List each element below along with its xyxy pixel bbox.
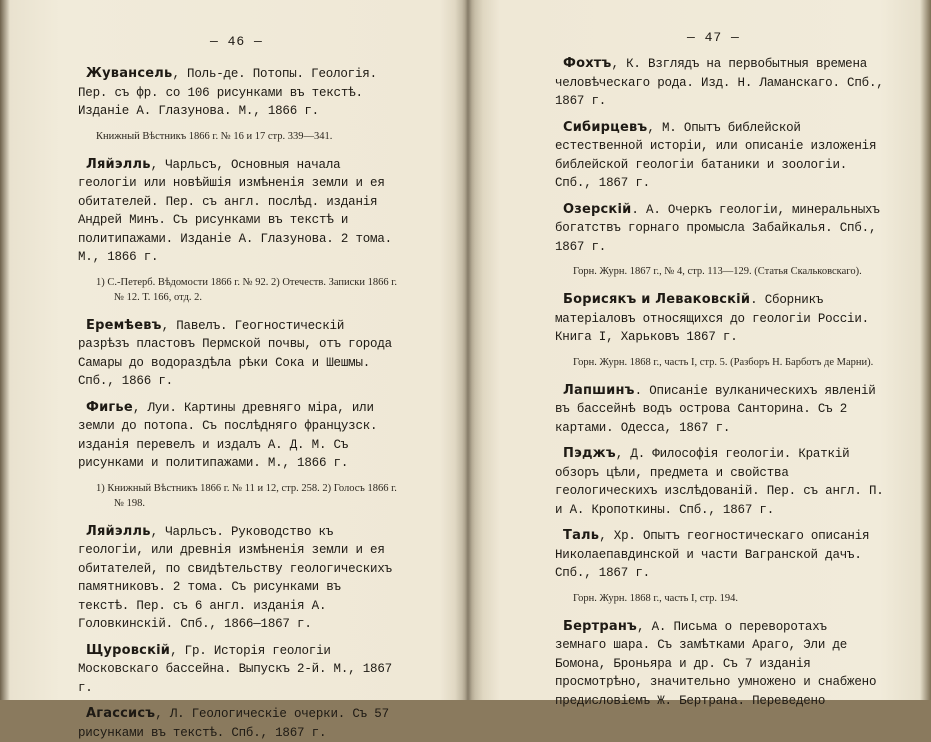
bibliography-entry	[555, 119, 885, 193]
entry-author: Озерскій	[563, 201, 632, 217]
entry-author: Бертранъ	[563, 618, 637, 634]
entry-author: Пэджъ	[563, 446, 616, 461]
entry-author: Еремѣевъ	[86, 317, 162, 333]
entry-author: Таль	[563, 528, 600, 543]
entry-text: , М. Опытъ библейской естественной исторіи, или описаніе изложенія библейской геологіи батаники и зоологіи. Спб., 1867 г.	[555, 120, 877, 190]
entry-text: . А. Очеркъ геологіи, минеральныхъ богатствъ горнаго промысла Забайкалья. Спб., 1867 г.	[555, 202, 880, 254]
bibliography-note: Горн. Журн. 1868 г., часть I, стр. 5. (Разборъ Н. Барботъ де Марни).	[573, 356, 874, 368]
bibliography-entry	[78, 705, 398, 742]
entry-text: , Хр. Опытъ геогностическаго описанія Николаепавдинской и части Вагранской дачъ. Спб., 1867 г.	[555, 529, 870, 580]
page-number: — 46 —	[210, 34, 263, 49]
page-number: — 47 —	[687, 30, 740, 45]
entry-author: Лапшинъ	[563, 382, 635, 398]
entry-author: Фохтъ	[563, 56, 612, 71]
bibliography-entry	[555, 445, 885, 519]
entry-text: , Л. Геологическіе очерки. Съ 57 рисунками въ текстѣ. Спб., 1867 г.	[78, 707, 389, 740]
bibliography-entry	[555, 382, 885, 438]
bibliography-note: Горн. Журн. 1867 г., № 4, стр. 113—129. (Статья Скальковскаго).	[573, 266, 862, 277]
bibliography-entry	[78, 399, 398, 473]
entry-text: , Чарльсъ. Руководство къ геологіи, или древнія измѣненія земли и ея обитателей, по свидѣтельству геологическихъ памятниковъ. 2 тома. Съ рисунками въ текстѣ. Пер. съ 6 англ. изданія А. Головкинскій. Спб., 1866—1867 г.	[78, 524, 392, 631]
entry-author: Ляйэлль	[86, 156, 151, 172]
bibliography-note: Книжный Вѣстникъ 1866 г. № 16 и 17 стр. 339—341.	[96, 130, 333, 142]
bibliography-entry	[78, 156, 398, 267]
book-gutter	[455, 0, 483, 700]
entry-text: . Описаніе вулканическихъ явленій въ бассейнѣ водъ острова Санторина. Съ 2 картами. Одесса, 1867 г.	[555, 383, 876, 435]
entries-list	[78, 65, 398, 742]
bibliography-entry	[555, 618, 885, 711]
entry-author: Агассисъ	[86, 706, 156, 721]
entry-author: Жувансель	[86, 66, 173, 81]
bibliography-entry	[78, 523, 398, 634]
entry-text: , Павелъ. Геогностическій разрѣзъ пластовъ Пермской почвы, отъ города Самары до водораздѣла рѣки Сока и Шешмы. Спб., 1866 г.	[78, 318, 392, 388]
bibliography-entry	[555, 55, 885, 111]
entry-text: , Гр. Исторія геологіи Московскаго бассейна. Выпускъ 2-й. М., 1867 г.	[78, 643, 392, 695]
bibliography-note: 1) С.-Петерб. Вѣдомости 1866 г. № 92. 2) Отечеств. Записки 1866 г. № 12. Т. 166, отд. 2.	[96, 276, 397, 303]
bibliography-note: 1) Книжный Вѣстникъ 1866 г. № 11 и 12, стр. 258. 2) Голосъ 1866 г. № 198.	[96, 482, 397, 509]
entry-text: , Луи. Картины древняго міра, или земли до потопа. Съ послѣдняго французск. изданія перевелъ и издалъ А. Д. М. Съ рисунками и политипажами. М., 1866 г.	[78, 400, 378, 470]
entry-author: Борисякъ и Леваковскій	[563, 292, 751, 307]
entry-author: Сибирцевъ	[563, 119, 648, 135]
entry-author: Щуровскій	[86, 642, 171, 658]
left-page	[78, 0, 398, 740]
bibliography-entry	[555, 291, 885, 347]
entry-author: Фигье	[86, 399, 133, 415]
entries-list	[555, 55, 885, 710]
bibliography-note: Горн. Журн. 1868 г., часть I, стр. 194.	[573, 592, 739, 604]
bibliography-entry	[78, 317, 398, 391]
bibliography-entry	[555, 527, 885, 583]
entry-text: , Чарльсъ, Основныя начала геологіи или новѣйшія измѣненія земли и ея обитателей. Пер. съ англ. послѣд. изданія Андрей Минъ. Съ рисунками въ текстѣ и политипажами. Изданіе А. Глазунова. 2 тома. М., 1866 г.	[78, 157, 392, 264]
entry-text: , А. Письма о переворотахъ земнаго шара. Съ замѣтками Араго, Эли де Бомона, Броньяра и др. Съ 7 изданія просмотрѣно, значительно умножено и снабжено предисловіемъ Ж. Бертрана. Переведено	[555, 619, 877, 708]
bibliography-entry	[555, 201, 885, 257]
entry-text: , Д. Философія геологіи. Краткій обзоръ цѣли, предмета и свойства геологическихъ изслѣдованій. Пер. съ англ. П. и А. Кропоткины. Спб., 1867 г.	[555, 447, 884, 517]
entry-text: , Поль-де. Потопы. Геологія. Пер. съ фр. со 106 рисунками въ текстѣ. Изданіе А. Глазунова. М., 1866 г.	[78, 67, 377, 118]
entry-author: Ляйэлль	[86, 523, 151, 539]
bibliography-entry	[78, 642, 398, 698]
bibliography-entry	[78, 65, 398, 121]
entry-text: . Сборникъ матеріаловъ относящихся до геологіи Россіи. Книга I, Харьковъ 1867 г.	[555, 293, 869, 344]
right-page	[555, 0, 885, 708]
entry-text: , К. Взглядъ на первобытныя времена человѣческаго рода. Изд. Н. Ламанскаго. Спб., 1867 г.	[555, 57, 884, 108]
